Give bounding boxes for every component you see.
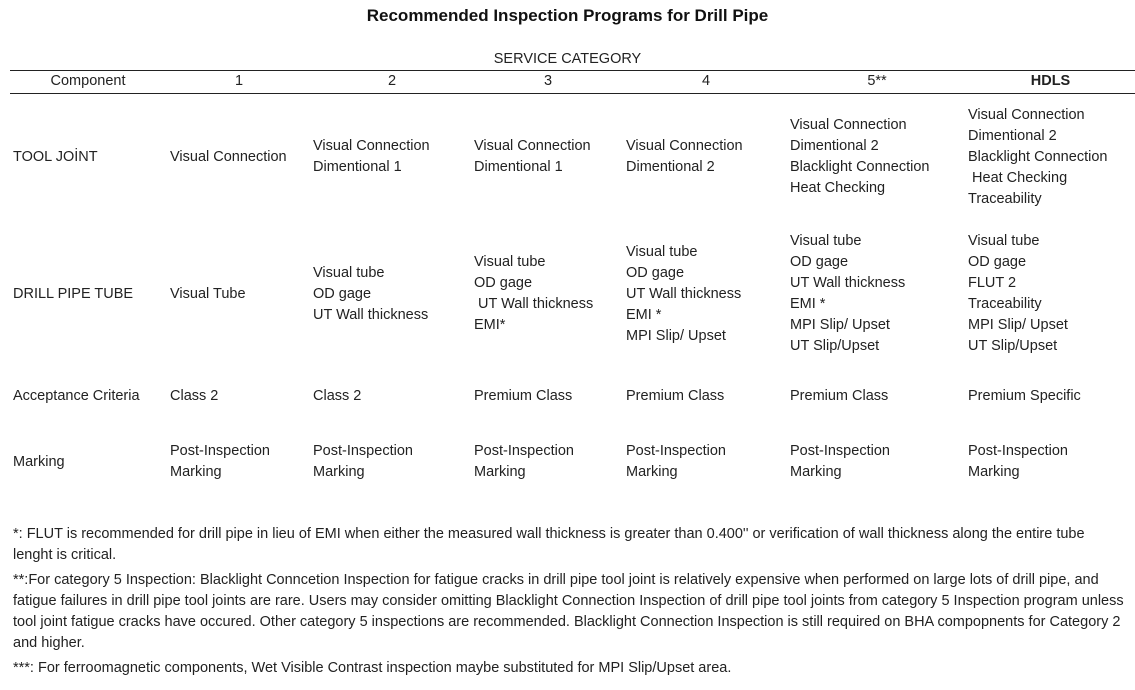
cell-line: Post-Inspection — [626, 443, 726, 459]
cell-line: Marking — [474, 464, 526, 480]
cell-line: UT Wall thickness — [790, 275, 906, 291]
row-label-3: Acceptance Criteria — [13, 387, 140, 404]
header-category-3: 3 — [543, 73, 553, 89]
cell-line: OD gage — [313, 285, 372, 302]
header-category-4: 4 — [701, 73, 711, 89]
table-cell-r2-c5 — [790, 231, 905, 357]
cell-line: Post-Inspection — [790, 443, 890, 459]
table-cell-r4-c4 — [626, 441, 726, 483]
header-category-2: 2 — [387, 73, 397, 89]
cell-line: MPI Slip/ Upset — [968, 317, 1068, 333]
cell-line: Marking — [626, 464, 678, 480]
cell-line: Visual tube — [968, 233, 1040, 249]
header-component: Component — [50, 73, 126, 89]
table-cell-r3-c1 — [170, 386, 218, 407]
row-label-2: DRILL PIPE TUBE — [13, 285, 134, 302]
cell-line: Visual tube — [790, 233, 862, 249]
cell-line: OD gage — [968, 254, 1027, 270]
cell-line: Visual tube — [474, 254, 546, 270]
table-cell-r3-c3 — [474, 386, 572, 407]
cell-line: EMI * — [626, 306, 662, 323]
header-top-rule — [10, 70, 1135, 71]
table-cell-r4-c5 — [790, 441, 890, 483]
cell-line: Visual tube — [313, 264, 385, 281]
table-cell-r1-c5 — [790, 115, 929, 199]
table-cell-r4-c2 — [313, 441, 413, 483]
header-category-5: 5** — [867, 73, 887, 89]
cell-line: Dimentional 2 — [626, 159, 715, 175]
cell-line: OD gage — [474, 275, 533, 291]
table-cell-r2-c2 — [313, 263, 428, 326]
cell-line: Visual Connection — [968, 106, 1085, 123]
cell-line: Premium Class — [474, 387, 573, 404]
cell-line: Traceability — [968, 296, 1042, 312]
cell-line: MPI Slip/ Upset — [626, 327, 726, 344]
table-cell-r2-c4 — [626, 242, 741, 347]
cell-line: Premium Specific — [968, 387, 1081, 404]
table-cell-r3-c5 — [790, 386, 888, 407]
cell-line: Visual Tube — [170, 285, 246, 302]
table-cell-r3-c4 — [626, 386, 724, 407]
cell-line: Post-Inspection — [170, 443, 270, 459]
table-cell-r4-c6 — [968, 441, 1068, 483]
cell-line: EMI* — [474, 317, 506, 333]
cell-line: UT Wall thickness — [626, 285, 742, 302]
table-cell-r1-c2 — [313, 136, 430, 178]
table-cell-r2-c1 — [170, 284, 246, 305]
cell-line: Marking — [968, 464, 1020, 480]
table-cell-r1-c3 — [474, 136, 591, 178]
cell-line: Dimentional 1 — [474, 159, 563, 175]
cell-line: OD gage — [626, 264, 685, 281]
cell-line: UT Slip/Upset — [968, 338, 1058, 354]
table-cell-r2-c6 — [968, 231, 1068, 357]
cell-line: Visual Connection — [313, 138, 430, 154]
cell-line: Post-Inspection — [313, 443, 413, 459]
cell-line: Dimentional 1 — [313, 159, 402, 175]
cell-line: Heat Checking — [968, 169, 1068, 186]
cell-line: Post-Inspection — [474, 443, 574, 459]
page-title: Recommended Inspection Programs for Drill Pipe — [366, 6, 769, 25]
cell-line: UT Wall thickness — [474, 296, 594, 312]
cell-line: Dimentional 2 — [968, 127, 1057, 144]
cell-line: Visual Connection — [474, 138, 591, 154]
table-cell-r1-c4 — [626, 136, 743, 178]
cell-line: Post-Inspection — [968, 443, 1068, 459]
table-cell-r4-c1 — [170, 441, 270, 483]
cell-line: Visual Connection — [170, 148, 287, 165]
cell-line: MPI Slip/ Upset — [790, 317, 890, 333]
cell-line: Traceability — [968, 190, 1042, 207]
header-category-1: 1 — [234, 73, 244, 89]
table-cell-r3-c6 — [968, 386, 1081, 407]
cell-line: Marking — [790, 464, 842, 480]
cell-line: FLUT 2 — [968, 275, 1017, 291]
table-cell-r1-c1 — [170, 147, 287, 168]
table-cell-r3-c2 — [313, 386, 361, 407]
service-category-heading: SERVICE CATEGORY — [493, 51, 642, 67]
row-label-1: TOOL JOİNT — [13, 148, 98, 165]
cell-line: Class 2 — [313, 387, 362, 404]
footnote-category-5: **:For category 5 Inspection: Blacklight Conncetion Inspection for fatigue cracks in drill pipe tool joint is relatively expensive when performed on large lots of drill pipe, and fatigue failures in drill pipe tool joints are rare. Users may consider omitting Blacklight Connection Inspection of drill pipe tool joints from category 5 Inspection program unless tool joint fatigue cracks have occured. Other category 5 inspections are recommended. Blacklight Connection Inspection is still required on BHA compopnents for Category 2 and higher. — [13, 572, 1124, 651]
table-cell-r4-c3 — [474, 441, 574, 483]
cell-line: Blacklight Connection — [790, 159, 930, 175]
cell-line: Blacklight Connection — [968, 148, 1108, 165]
footnote-flut: *: FLUT is recommended for drill pipe in lieu of EMI when either the measured wall thickness is greater than 0.400'' or verification of wall thickness along the entire tube lenght is critical. — [13, 526, 1085, 563]
cell-line: Dimentional 2 — [790, 138, 879, 154]
cell-line: Premium Class — [790, 387, 889, 404]
cell-line: Heat Checking — [790, 180, 886, 196]
cell-line: UT Wall thickness — [313, 306, 429, 323]
table-cell-r1-c6 — [968, 105, 1107, 210]
cell-line: Visual Connection — [790, 117, 907, 133]
row-label-4: Marking — [13, 453, 65, 470]
cell-line: Class 2 — [170, 387, 219, 404]
table-cell-r2-c3 — [474, 252, 593, 336]
cell-line: Visual Connection — [626, 138, 743, 154]
cell-line: UT Slip/Upset — [790, 338, 880, 354]
cell-line: OD gage — [790, 254, 849, 270]
cell-line: Marking — [313, 464, 365, 480]
cell-line: EMI * — [790, 296, 826, 312]
header-hdls: HDLS — [1030, 73, 1071, 89]
header-bottom-rule — [10, 93, 1135, 94]
cell-line: Premium Class — [626, 387, 725, 404]
cell-line: Marking — [170, 464, 222, 480]
cell-line: Visual tube — [626, 243, 698, 260]
footnote-wet-visible: ***: For ferroomagnetic components, Wet Visible Contrast inspection maybe substituted for MPI Slip/Upset area. — [13, 660, 732, 676]
